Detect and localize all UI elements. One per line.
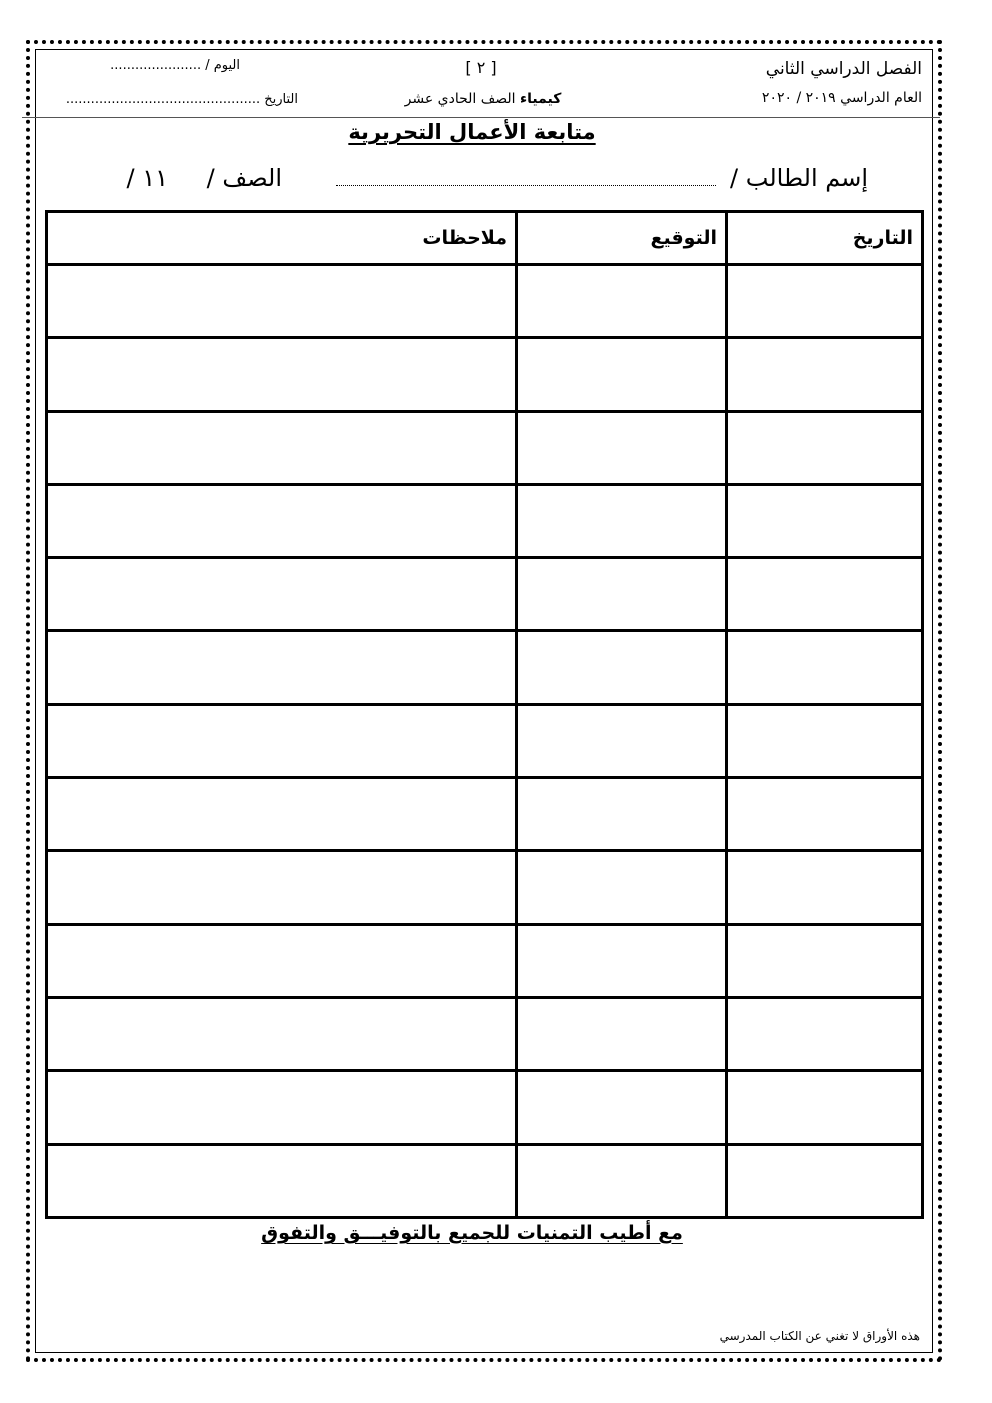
signature-cell[interactable]	[517, 265, 727, 338]
signature-cell[interactable]	[517, 1144, 727, 1217]
semester-label: الفصل الدراسي الثاني	[765, 59, 922, 79]
notes-cell[interactable]	[47, 851, 517, 924]
student-name-label: إسم الطالب /	[730, 164, 868, 192]
date-cell[interactable]	[727, 1071, 923, 1144]
date-cell[interactable]	[727, 338, 923, 411]
subject-name: كيمياء	[519, 91, 562, 107]
table-row	[47, 558, 923, 631]
signature-cell[interactable]	[517, 997, 727, 1070]
notes-cell[interactable]	[47, 1144, 517, 1217]
signature-cell[interactable]	[517, 631, 727, 704]
table-row	[47, 411, 923, 484]
date-cell[interactable]	[727, 265, 923, 338]
written-work-table	[45, 210, 924, 1219]
day-field[interactable]: اليوم / ......................	[110, 58, 240, 73]
signature-cell[interactable]	[517, 704, 727, 777]
signature-cell[interactable]	[517, 558, 727, 631]
closing-wishes: مع أطيب التمنيات للجميع بالتوفيـــق والتفوق	[261, 1222, 683, 1244]
table-row	[47, 484, 923, 557]
table-row	[47, 704, 923, 777]
notes-cell[interactable]	[47, 997, 517, 1070]
signature-cell[interactable]	[517, 1071, 727, 1144]
table-row	[47, 924, 923, 997]
date-cell[interactable]	[727, 631, 923, 704]
page-number: [ ٢ ]	[465, 58, 497, 77]
class-label: الصف /	[206, 164, 282, 192]
signature-cell[interactable]	[517, 338, 727, 411]
subject-line	[405, 91, 562, 107]
footer-note: هذه الأوراق لا تغني عن الكتاب المدرسي	[719, 1329, 920, 1343]
table-row	[47, 265, 923, 338]
date-cell[interactable]	[727, 778, 923, 851]
notes-cell[interactable]	[47, 778, 517, 851]
table-row	[47, 997, 923, 1070]
table-header-row	[47, 212, 923, 265]
column-header-signature: التوقيع	[517, 212, 727, 265]
grade-name: الصف الحادي عشر	[404, 91, 516, 107]
date-cell[interactable]	[727, 924, 923, 997]
page-title: متابعة الأعمال التحريرية	[348, 120, 596, 144]
table-body	[47, 265, 923, 1218]
date-cell[interactable]	[727, 704, 923, 777]
notes-cell[interactable]	[47, 631, 517, 704]
notes-cell[interactable]	[47, 484, 517, 557]
table-row	[47, 338, 923, 411]
date-cell[interactable]	[727, 997, 923, 1070]
table-row	[47, 1144, 923, 1217]
header-divider	[22, 117, 940, 118]
table-row	[47, 1071, 923, 1144]
signature-cell[interactable]	[517, 851, 727, 924]
notes-cell[interactable]	[47, 265, 517, 338]
signature-cell[interactable]	[517, 484, 727, 557]
table-row	[47, 778, 923, 851]
column-header-notes: ملاحظات	[47, 212, 517, 265]
notes-cell[interactable]	[47, 558, 517, 631]
class-value: ١١ /	[126, 164, 168, 192]
academic-year-label: العام الدراسي ٢٠١٩ / ٢٠٢٠	[761, 90, 922, 106]
notes-cell[interactable]	[47, 338, 517, 411]
student-name-field[interactable]	[336, 185, 716, 186]
signature-cell[interactable]	[517, 778, 727, 851]
date-cell[interactable]	[727, 484, 923, 557]
signature-cell[interactable]	[517, 924, 727, 997]
column-header-date: التاريخ	[727, 212, 923, 265]
notes-cell[interactable]	[47, 411, 517, 484]
notes-cell[interactable]	[47, 704, 517, 777]
notes-cell[interactable]	[47, 1071, 517, 1144]
date-field[interactable]: التاريخ ...............................................	[65, 92, 298, 107]
notes-cell[interactable]	[47, 924, 517, 997]
date-cell[interactable]	[727, 558, 923, 631]
date-cell[interactable]	[727, 851, 923, 924]
date-cell[interactable]	[727, 411, 923, 484]
date-cell[interactable]	[727, 1144, 923, 1217]
signature-cell[interactable]	[517, 411, 727, 484]
table-row	[47, 631, 923, 704]
table-row	[47, 851, 923, 924]
